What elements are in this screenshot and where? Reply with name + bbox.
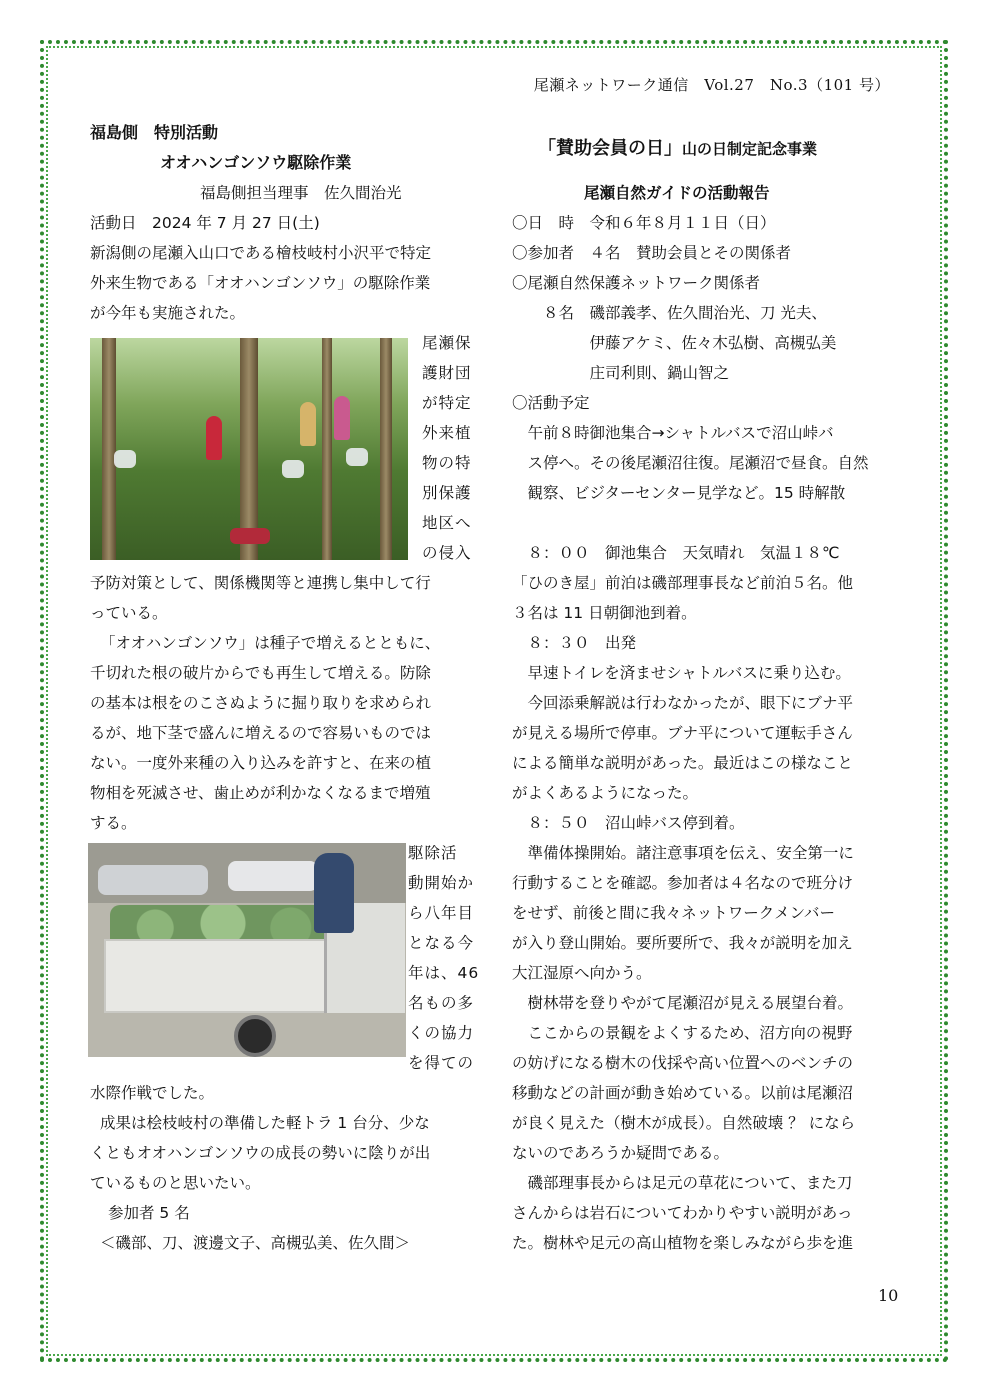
weeding-photo: [90, 338, 408, 560]
activity-date: 活動日 2024 年 7 月 27 日(土): [90, 214, 320, 232]
article-title: オオハンゴンソウ駆除作業: [160, 153, 352, 172]
body-paragraph-3: 水際作戦でした。 成果は桧枝岐村の準備した軽トラ 1 台分、少な くともオオハンゴンソウの成長の勢いに陰りが出 ているものと思いたい。 参加者 5 名 ＜磯部、刀、渡邊文子、高槻弘美、佐久間＞: [90, 1084, 431, 1252]
left-article: [90, 118, 490, 1258]
right-article-title: 「賛助会員の日」山の日制定記念事業: [538, 138, 818, 159]
newsletter-header: 尾瀬ネットワーク通信 Vol.27 No.3（101 号）: [533, 76, 890, 94]
body-paragraph-2: 予防対策として、関係機関等と連携し集中して行 っている。 「オオハンゴンソウ」は種子で増えるとともに、 千切れた根の破片からでも再生して増える。防除 の基本は根をのこさぬように掘り取りを求められ るが、地下茎で盛んに増えるので容易いものでは ない。一度外来種の入り込みを許すと、在来の植 物相を死滅させ、歯止めが利かなくなるまで増殖 する。: [90, 574, 441, 832]
right-body: 〇日 時 令和６年８月１１日（日） 〇参加者 ４名 賛助会員とその関係者 〇尾瀬自然保護ネットワーク関係者 ８名 磯部義孝、佐久間治光、刀 光夫、 伊藤アケミ、佐々木弘樹、高槻弘美 庄司利則、鍋山智之 〇活動予定 午前８時御池集合→シャトルバスで沼山峠バ ス停へ。その後尾瀬沼往復。尾瀬沼で昼食。自然 観察、ビジターセンター見学など。15 時解散 ８：００ 御池集合 天気晴れ 気温１８℃ 「ひのき屋」前泊は磯部理事長など前泊５名。他 ３名は 11 日朝御池到着。 ８：３０ 出発 早速トイレを済ませシャトルバスに乗り込む。 今回添乗解説は行わなかったが、眼下にブナ平 が見える場所で停車。ブナ平について運転手さん による簡単な説明があった。最近はこの様なこと がよくあるようになった。 ８：５０ 沼山峠バス停到着。 準備体操開始。諸注意事項を伝え、安全第一に 行動することを確認。参加者は４名なので班分け をせず、前後と間に我々ネットワークメンバー が入り登山開始。要所要所で、我々が説明を加え 大江湿原へ向かう。 樹林帯を登りやがて尾瀬沼が見える展望台着。 ここからの景観をよくするため、沼方向の視野 の妨げになる樹木の伐採や高い位置へのベンチの 移動などの計画が動き始めている。以前は尾瀬沼 が良く見えた（樹木が成長）。自然破壊 ？ になら ないのであろうか疑問である。 磯部理事長からは足元の草花について、また刀 さんからは岩石についてわかりやすい説明があっ た。樹林や足元の高山植物を楽しみながら歩を進: [512, 214, 869, 1252]
intro-paragraph: 新潟側の尾瀬入山口である檜枝岐村小沢平で特定 外来生物である「オオハンゴンソウ」の駆除作業 が今年も実施された。: [90, 244, 432, 322]
truck-photo: [88, 843, 406, 1057]
right-subtitle: 尾瀬自然ガイドの活動報告: [584, 184, 770, 202]
photo1-side-text: 尾瀬保 護財団 が特定 外来植 物の特 別保護 地区へ の侵入: [422, 334, 472, 562]
right-article: [512, 178, 912, 1258]
page-number: 10: [878, 1286, 899, 1305]
section-label: 福島側 特別活動: [90, 123, 219, 142]
article-author: 福島側担当理事 佐久間治光: [200, 184, 402, 202]
photo2-side-text: 駆除活 動開始か ら八年目 となる今 年は、46 名もの多 くの協力 を得ての: [408, 844, 480, 1072]
